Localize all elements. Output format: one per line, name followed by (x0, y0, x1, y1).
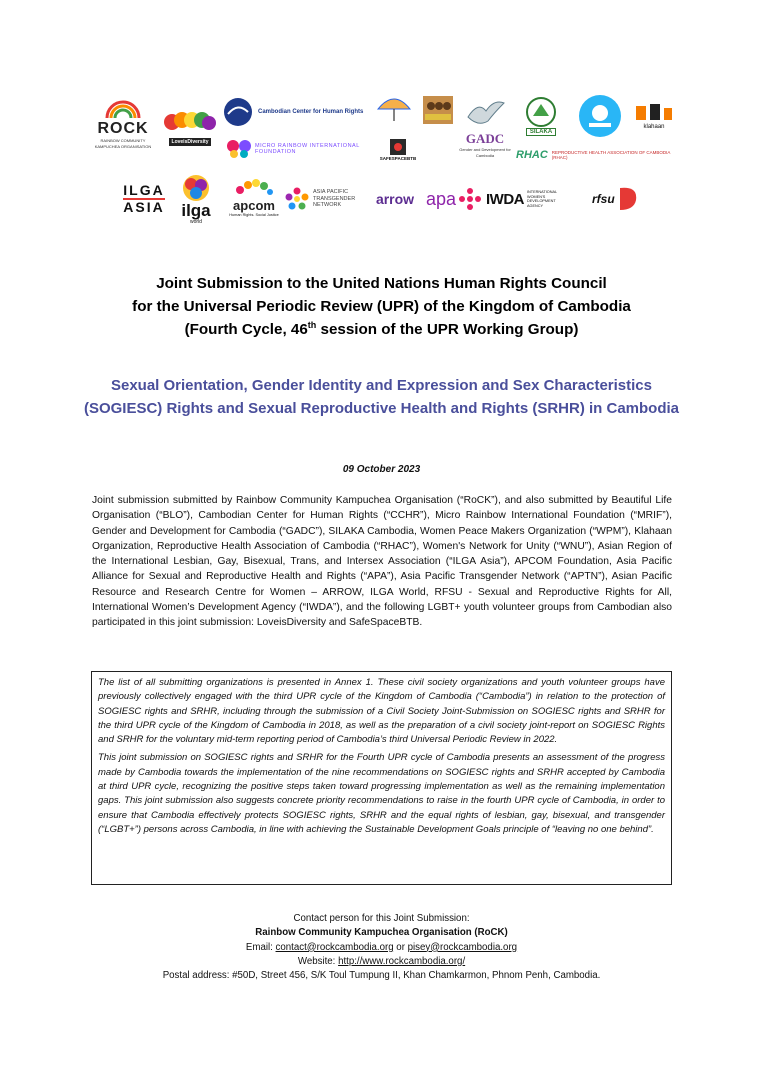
rfsu-text: rfsu (592, 192, 615, 206)
summary-box (91, 671, 672, 885)
apcom-sub: Human Rights. Social Justice (229, 212, 279, 217)
klahaan-logo (630, 98, 678, 134)
summary-paragraph-2: This joint submission on SOGIESC rights and SRHR for the Fourth UPR cycle of Cambodia presents an assessment of the progress made by Cambodia towards the implementation of the nine recommendations on SOGIESC rights and SRHR accepted by Cambodia at third UPR cycle, recognizing the positive steps taken toward progressing implementation as well as the remaining implementation gaps. This joint submission also suggests concrete priority recommendations to raise in the fourth UPR cycle of Cambodia, in order to ensure that Cambodia effectively protects SOGIESC rights, SRHR and the equal rights of lesbian, gay, bisexual, and transgender (“LGBT+”) persons across Cambodia, in line with achieving the Sustainable Development Goals principle of “leaving no one behind”. (98, 752, 665, 835)
mrif-logo-text: MICRO RAINBOW INTERNATIONAL FOUNDATION (255, 143, 360, 155)
document-title (60, 272, 703, 341)
rhac-logo-text: RHAC (516, 149, 548, 161)
contact-email-line (0, 941, 763, 955)
wnu-logo (574, 92, 626, 140)
ilga-asia-line1: ILGA (123, 182, 165, 198)
title-line-3-post: session of the UPR Working Group) (316, 321, 579, 338)
email-link-contact[interactable]: contact@rockcambodia.org (275, 941, 394, 953)
silaka-logo-text: SILAKA (526, 128, 556, 136)
title-line-1: Joint Submission to the United Nations Human Rights Council (156, 275, 607, 292)
email-label: Email: (245, 941, 276, 953)
gadc-logo (458, 92, 512, 164)
community-photo (420, 94, 456, 126)
apcom-text: apcom (233, 197, 275, 213)
wnu-circle-icon (577, 93, 623, 139)
ilga-world-logo (174, 170, 218, 228)
contact-website-line (0, 955, 763, 969)
title-line-3-sup: th (307, 320, 317, 330)
cchr-logo-text: Cambodian Center for Human Rights (258, 109, 364, 115)
klahaan-mark-icon (634, 102, 674, 124)
website-label: Website: (297, 955, 339, 967)
cchr-globe-icon (222, 96, 254, 128)
contact-block (0, 912, 763, 983)
ilga-world-dots-icon (181, 173, 211, 203)
ilga-world-text: ilga (181, 201, 211, 220)
document-subtitle: Sexual Orientation, Gender Identity and Expression and Sex Characteristics (SOGIESC) Rights and Sexual Reproductive Health and Rights (SRHR) in Cambodia (83, 377, 680, 417)
iwda-sub: INTERNATIONAL WOMEN'S DEVELOPMENT AGENCY (527, 190, 557, 208)
blo-logo-text: LoveisDiversity (169, 138, 212, 146)
safespace-shield-icon (388, 138, 408, 156)
rainbow-hearts-icon (164, 108, 216, 138)
ilga-world-sub: world (190, 219, 202, 225)
butterfly-icon (226, 138, 252, 160)
ilga-asia-line2: ASIA (123, 199, 165, 215)
safespace-logo (378, 132, 418, 166)
title-line-3 (60, 318, 703, 341)
silaka-logo (516, 92, 566, 140)
rock-logo-sub: RAINBOW COMMUNITY KAMPUCHEA ORGANISATION (94, 138, 152, 149)
wpm-logo (372, 88, 416, 128)
klahaan-logo-text: klahaan (643, 124, 665, 130)
cchr-logo (222, 94, 372, 130)
arrow-logo (370, 186, 420, 212)
apa-text: apa (426, 188, 457, 209)
rhac-logo (516, 144, 696, 166)
group-photo-icon (423, 96, 453, 124)
email-link-pisey[interactable]: pisey@rockcambodia.org (407, 941, 518, 953)
safespace-logo-text: SAFESPACEBTB (379, 155, 417, 161)
apcom-logo (226, 172, 282, 222)
aptn-text: ASIA PACIFIC TRANSGENDER NETWORK (313, 189, 356, 209)
apa-logo (426, 184, 482, 214)
rock-arch-icon (103, 96, 143, 120)
title-line-3-pre: (Fourth Cycle, 46 (184, 321, 308, 338)
mrif-logo (226, 136, 376, 162)
postal-address: Postal address: #50D, Street 456, S/K Toul Tumpung II, Khan Chamkarmon, Phnom Penh, Cambodia. (162, 970, 601, 982)
rfsu-logo (588, 182, 642, 216)
contact-heading: Contact person for this Joint Submission: (293, 913, 470, 924)
iwda-text: IWDA (486, 190, 524, 208)
apa-burst-icon (459, 188, 481, 210)
umbrella-icon (376, 93, 412, 123)
summary-paragraph-1: The list of all submitting organizations is presented in Annex 1. These civil society organizations and youth volunteer groups have previously collectively engaged with the third UPR cycle of the Kingdom of Cambodia (“Cambodia”) in relation to the protection of SOGIESC rights and SRHR, including through the submission of a Civil Society Joint-Submission on SOGIESC rights and SRHR for the third UPR cycle of the Kingdom of Cambodia in 2018, as well as the preparation of a civil society joint-report on SOGIESC Rights and SRHR for the voluntary mid-term reporting period of Cambodia’s third Universal Periodic Review in 2022. (98, 677, 665, 746)
iwda-logo (486, 186, 586, 212)
apcom-dots-icon (234, 178, 274, 198)
gadc-logo-text: GADC (465, 131, 505, 146)
rock-logo-text: ROCK (97, 120, 149, 137)
dove-icon (464, 97, 506, 131)
gadc-logo-sub: Gender and Development for Cambodia (459, 147, 511, 158)
aptn-logo (284, 184, 370, 214)
contact-org: Rainbow Community Kampuchea Organisation (RoCK) (255, 927, 508, 939)
silaka-emblem-icon (521, 96, 561, 128)
blo-logo (162, 102, 218, 152)
document-date: 09 October 2023 (342, 464, 421, 475)
aptn-flower-icon (284, 186, 310, 212)
email-or: or (393, 941, 408, 953)
rhac-logo-sub: REPRODUCTIVE HEALTH ASSOCIATION OF CAMBODIA (RHAC) (551, 150, 671, 160)
intro-paragraph: Joint submission submitted by Rainbow Community Kampuchea Organisation (“RoCK”), and also submitted by Beautiful Life Organisation (“BLO”), Cambodian Center for Human Rights (“CCHR”), Micro Rainbow International Foundation (“MRIF”), Gender and Development for Cambodia (“GADC”), SILAKA Cambodia, Women Peace Makers Organization (“WPM”), Klahaan Organization, Reproductive Health Association of Cambodia (“RHAC”), Women's Network for Unity (“WNU”), Asian Region of the International Lesbian, Gay, Bisexual, Trans, and Intersex Association (“ILGA Asia”), APCOM Foundation, Asia Pacific Alliance for Sexual and Reproductive Health and Rights (“APA”), Asia Pacific Transgender Network (“APTN”), Asian Pacific Resource and Research Centre for Women – ARROW, ILGA World, RFSU - Sexual and Reproductive Rights for All, International Women’s Development Agency (“IWDA”), and the following LGBT+ youth volunteer groups from Cambodian also participated in this joint submission: LoveisDiversity and SafeSpaceBTB. (92, 495, 672, 629)
partner-logos (88, 88, 688, 228)
website-link[interactable]: http://www.rockcambodia.org/ (338, 955, 466, 967)
title-line-2: for the Universal Periodic Review (UPR) of the Kingdom of Cambodia (132, 298, 631, 315)
arrow-text: arrow (375, 191, 415, 207)
rock-logo (88, 93, 158, 153)
ilga-asia-logo (118, 182, 170, 216)
